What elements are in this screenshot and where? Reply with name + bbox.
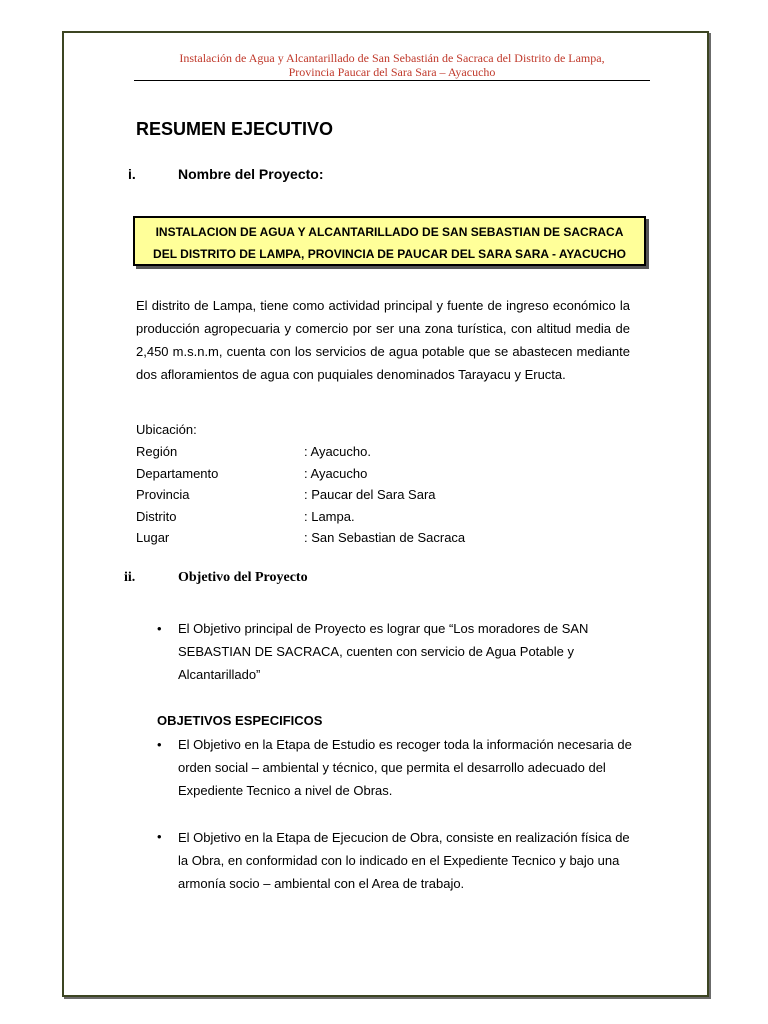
running-header [134, 51, 650, 79]
bullet-icon: • [157, 737, 162, 752]
intro-paragraph: El distrito de Lampa, tiene como actividad principal y fuente de ingreso económico la producción agropecuaria y comercio por ser una zona turística, con altitud media de 2,450 m.s.n.m, cuenta con los servicios de agua potable que se abastecen mediante dos afloramientos de agua con puquiales denominados Tarayacu y Eructa. [136, 298, 630, 382]
location-key: Lugar [136, 530, 170, 545]
location-heading: Ubicación: [136, 422, 197, 437]
location-value: : Ayacucho. [304, 444, 371, 459]
section-1-heading: Nombre del Proyecto: [178, 166, 324, 182]
location-key: Distrito [136, 509, 177, 524]
location-key: Provincia [136, 487, 190, 502]
project-name-line-1: INSTALACION DE AGUA Y ALCANTARILLADO DE SAN SEBASTIAN DE SACRACA [155, 225, 624, 239]
running-header-line-2: Provincia Paucar del Sara Sara – Ayacucho [288, 65, 496, 79]
section-2-number: ii. [124, 570, 136, 585]
bullet-icon: • [157, 829, 162, 844]
running-header-line-1: Instalación de Agua y Alcantarillado de San Sebastián de Sacraca del Distrito de Lampa, [179, 51, 605, 65]
location-value: : Ayacucho [304, 466, 368, 481]
location-key: Región [136, 444, 178, 459]
section-2-heading: Objetivo del Proyecto [178, 570, 308, 585]
location-value: : San Sebastian de Sacraca [304, 530, 466, 545]
location-key: Departamento [136, 466, 219, 481]
main-objective-text: El Objetivo principal de Proyecto es lograr que “Los moradores de SAN SEBASTIAN DE SACRACA, cuenten con servicio de Agua Potable y Alcantarillado” [178, 621, 589, 682]
specific-objectives-heading: OBJETIVOS ESPECIFICOS [157, 713, 323, 728]
project-name-box [133, 216, 646, 266]
header-rule [134, 80, 650, 81]
page-title: RESUMEN EJECUTIVO [136, 119, 334, 139]
bullet-icon: • [157, 621, 162, 636]
location-value: : Paucar del Sara Sara [304, 487, 436, 502]
specific-objective-text: El Objetivo en la Etapa de Estudio es recoger toda la información necesaria de orden social – ambiental y técnico, que permita el desarrollo adecuado del Expediente Tecnico a nivel de Obras. [178, 737, 632, 798]
section-1-number: i. [128, 166, 136, 182]
location-value: : Lampa. [304, 509, 355, 524]
project-name-line-2: DEL DISTRITO DE LAMPA, PROVINCIA DE PAUCAR DEL SARA SARA - AYACUCHO [153, 247, 626, 261]
specific-objective-text: El Objetivo en la Etapa de Ejecucion de Obra, consiste en realización física de la Obra, en conformidad con lo indicado en el Expediente Tecnico y bajo una armonía socio – ambiental con el Area de trabajo. [178, 830, 630, 891]
